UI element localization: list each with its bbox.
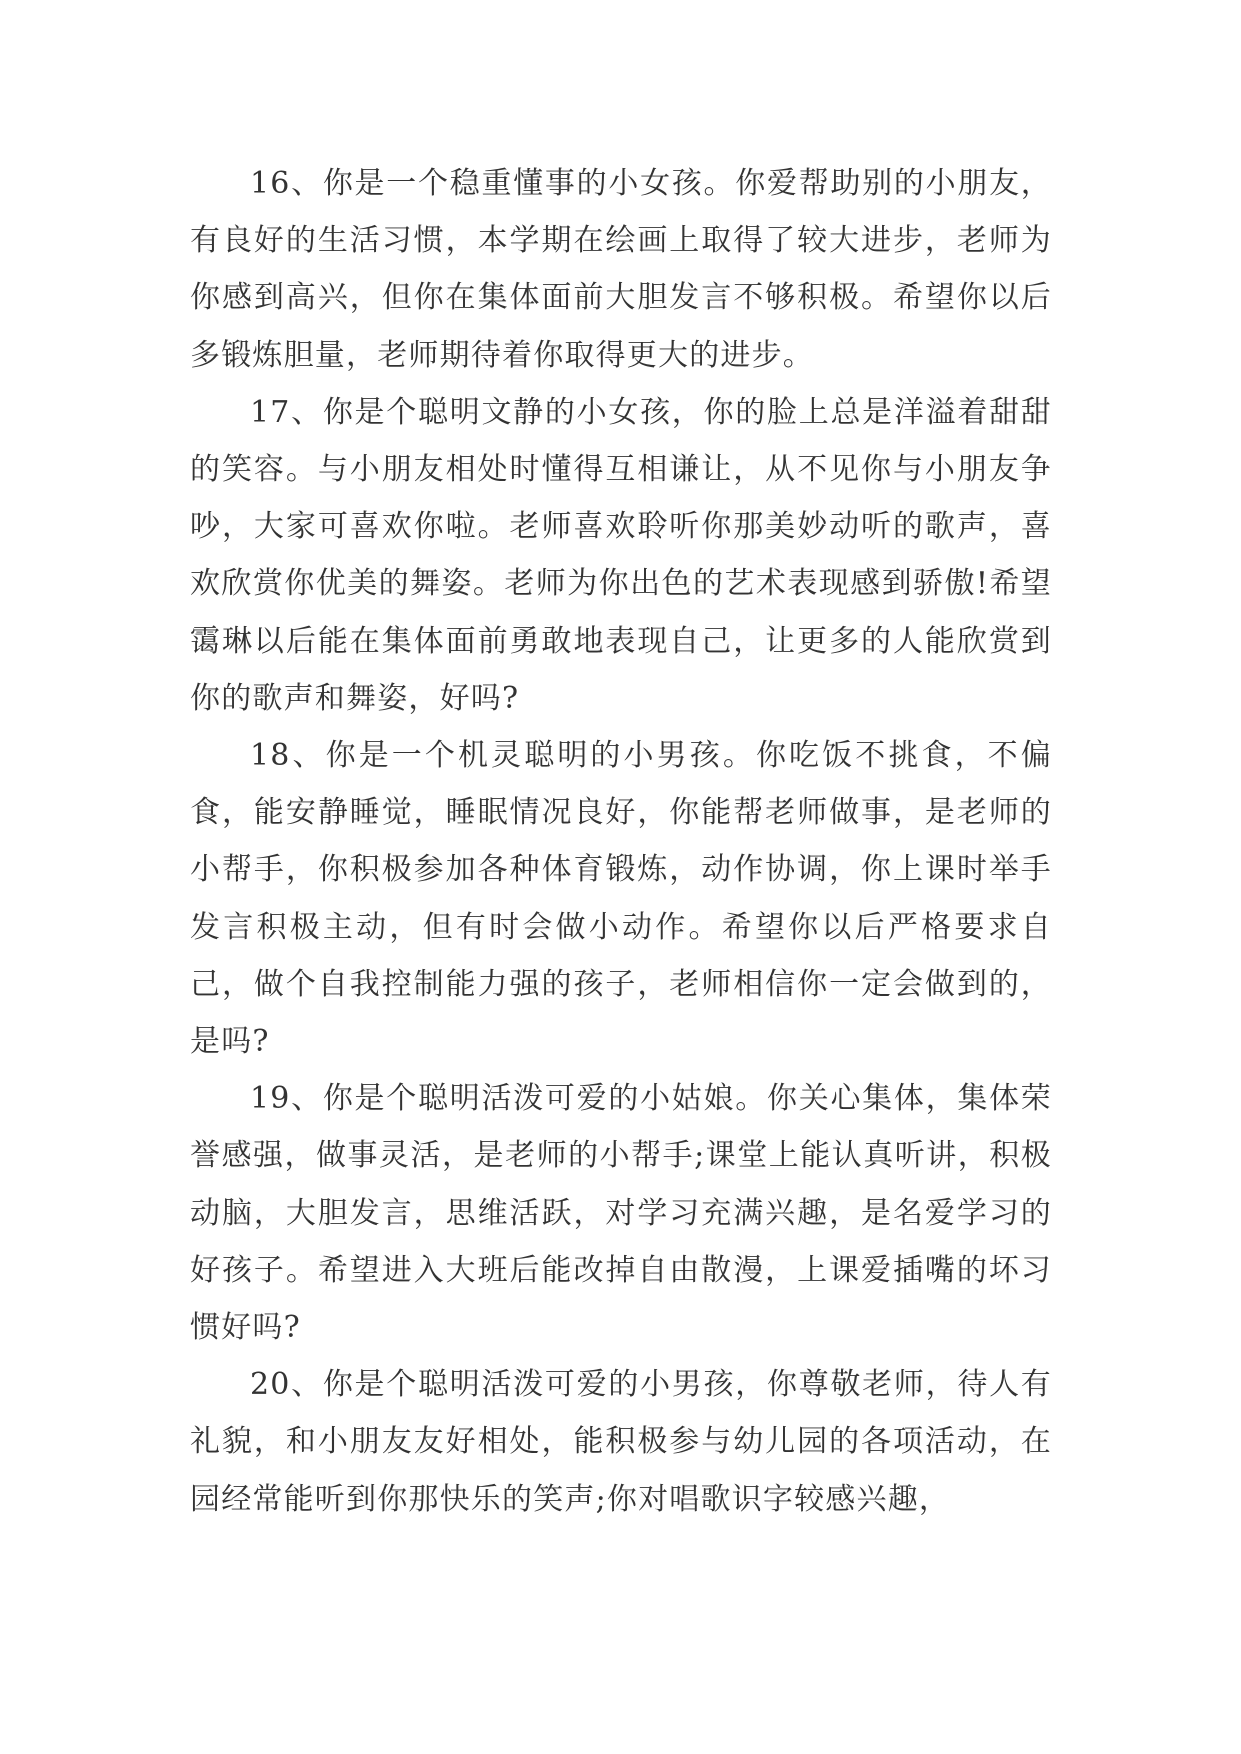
- comment-paragraph-18: 18、你是一个机灵聪明的小男孩。你吃饭不挑食，不偏食，能安静睡觉，睡眠情况良好，你能帮老师做事，是老师的小帮手，你积极参加各种体育锻炼，动作协调，你上课时举手发言积极主动，但有时会做小动作。希望你以后严格要求自己，做个自我控制能力强的孩子，老师相信你一定会做到的，是吗?: [190, 738, 1052, 1060]
- comment-paragraph-20: 20、你是个聪明活泼可爱的小男孩，你尊敬老师，待人有礼貌，和小朋友友好相处，能积极参与幼儿园的各项活动，在园经常能听到你那快乐的笑声;你对唱歌识字较感兴趣，: [190, 1367, 1052, 1517]
- comment-paragraph-19: 19、你是个聪明活泼可爱的小姑娘。你关心集体，集体荣誉感强，做事灵活，是老师的小帮手;课堂上能认真听讲，积极动脑，大胆发言，思维活跃，对学习充满兴趣，是名爱学习的好孩子。希望进入大班后能改掉自由散漫，上课爱插嘴的坏习惯好吗?: [190, 1081, 1052, 1346]
- document-body: [190, 155, 1052, 1528]
- comment-paragraph-17: 17、你是个聪明文静的小女孩，你的脸上总是洋溢着甜甜的笑容。与小朋友相处时懂得互相谦让，从不见你与小朋友争吵，大家可喜欢你啦。老师喜欢聆听你那美妙动听的歌声，喜欢欣赏你优美的舞姿。老师为你出色的艺术表现感到骄傲!希望霭琳以后能在集体面前勇敢地表现自己，让更多的人能欣赏到你的歌声和舞姿，好吗?: [190, 394, 1052, 716]
- comment-paragraph-16: 16、你是一个稳重懂事的小女孩。你爱帮助别的小朋友，有良好的生活习惯，本学期在绘画上取得了较大进步，老师为你感到高兴，但你在集体面前大胆发言不够积极。希望你以后多锻炼胆量，老师期待着你取得更大的进步。: [190, 166, 1052, 373]
